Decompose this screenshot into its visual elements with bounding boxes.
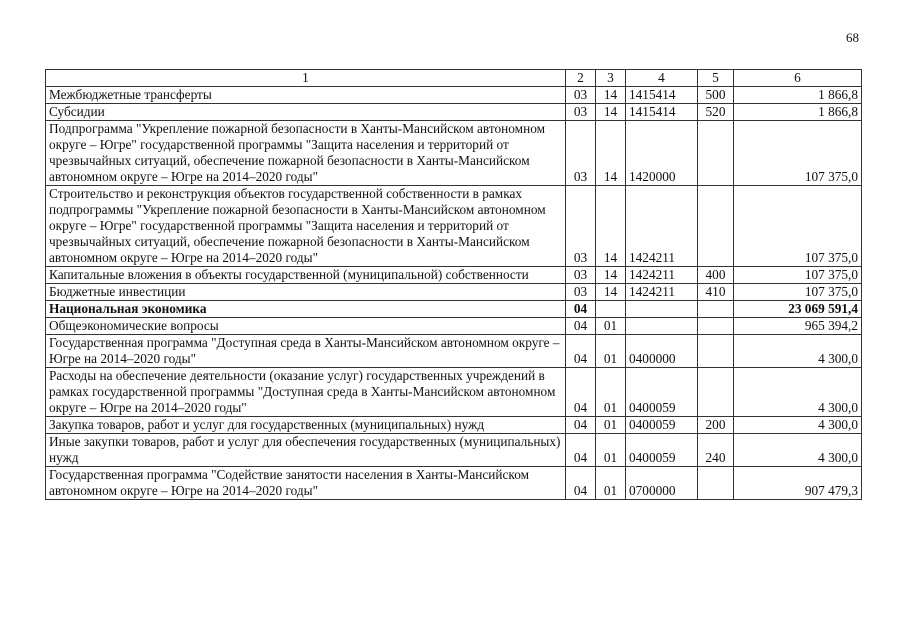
column-header: 4 (626, 70, 698, 87)
table-row (46, 318, 862, 335)
column-header: 3 (596, 70, 626, 87)
row-section: 03 (566, 284, 596, 301)
row-target-code: 1420000 (626, 121, 698, 186)
table-row (46, 417, 862, 434)
row-target-code: 0400000 (626, 335, 698, 368)
row-subsection: 01 (596, 335, 626, 368)
row-section: 04 (566, 417, 596, 434)
table-row-section-total (46, 301, 862, 318)
row-section: 03 (566, 186, 596, 267)
row-amount: 907 479,3 (734, 467, 862, 500)
row-amount: 23 069 591,4 (734, 301, 862, 318)
row-target-code: 1424211 (626, 267, 698, 284)
row-target-code: 1424211 (626, 284, 698, 301)
row-subsection: 01 (596, 417, 626, 434)
row-expense-type: 240 (698, 434, 734, 467)
table-row (46, 87, 862, 104)
row-amount: 4 300,0 (734, 335, 862, 368)
row-expense-type (698, 335, 734, 368)
row-subsection: 01 (596, 434, 626, 467)
row-section: 04 (566, 434, 596, 467)
table-row (46, 335, 862, 368)
table-row (46, 434, 862, 467)
row-amount: 4 300,0 (734, 368, 862, 417)
row-section: 04 (566, 301, 596, 318)
table-row (46, 284, 862, 301)
row-subsection: 01 (596, 318, 626, 335)
row-expense-type (698, 467, 734, 500)
row-section: 04 (566, 318, 596, 335)
row-subsection: 14 (596, 284, 626, 301)
row-expense-type (698, 368, 734, 417)
row-subsection: 01 (596, 467, 626, 500)
row-amount: 4 300,0 (734, 434, 862, 467)
table-row (46, 186, 862, 267)
row-subsection: 14 (596, 104, 626, 121)
row-name: Общеэкономические вопросы (46, 318, 566, 335)
row-subsection: 14 (596, 87, 626, 104)
row-amount: 4 300,0 (734, 417, 862, 434)
row-section: 03 (566, 104, 596, 121)
row-target-code (626, 301, 698, 318)
row-subsection: 01 (596, 368, 626, 417)
page-number: 68 (846, 30, 859, 45)
table-row (46, 368, 862, 417)
column-header: 6 (734, 70, 862, 87)
row-name: Государственная программа "Доступная среда в Ханты-Мансийском автономном округе – Югре на 2014–2020 годы" (46, 335, 566, 368)
budget-table (45, 69, 862, 500)
row-expense-type (698, 121, 734, 186)
row-target-code: 0400059 (626, 368, 698, 417)
row-subsection: 14 (596, 186, 626, 267)
column-header: 5 (698, 70, 734, 87)
row-amount: 107 375,0 (734, 186, 862, 267)
row-name: Государственная программа "Содействие занятости населения в Ханты-Мансийском автономном округе – Югре на 2014–2020 годы" (46, 467, 566, 500)
table-row (46, 121, 862, 186)
row-section: 03 (566, 87, 596, 104)
row-target-code: 1415414 (626, 104, 698, 121)
row-amount: 1 866,8 (734, 87, 862, 104)
table-header-row (46, 70, 862, 87)
table-row (46, 467, 862, 500)
row-name: Национальная экономика (46, 301, 566, 318)
row-amount: 1 866,8 (734, 104, 862, 121)
row-name: Межбюджетные трансферты (46, 87, 566, 104)
row-name: Подпрограмма "Укрепление пожарной безопасности в Ханты-Мансийском автономном округе – Югре" государственной программы "Защита населения и территорий от чрезвычайных ситуаций, обеспечение пожарной безопасности в Ханты-Мансийском автономном округе – Югре на 2014–2020 годы" (46, 121, 566, 186)
row-name: Закупка товаров, работ и услуг для государственных (муниципальных) нужд (46, 417, 566, 434)
column-header: 1 (46, 70, 566, 87)
row-subsection: 14 (596, 121, 626, 186)
row-expense-type: 400 (698, 267, 734, 284)
row-amount: 107 375,0 (734, 121, 862, 186)
row-expense-type: 410 (698, 284, 734, 301)
row-target-code: 1424211 (626, 186, 698, 267)
row-target-code: 1415414 (626, 87, 698, 104)
row-name: Капитальные вложения в объекты государственной (муниципальной) собственности (46, 267, 566, 284)
row-section: 04 (566, 335, 596, 368)
row-target-code: 0400059 (626, 434, 698, 467)
row-section: 04 (566, 368, 596, 417)
row-expense-type (698, 301, 734, 318)
row-expense-type: 200 (698, 417, 734, 434)
table-row (46, 104, 862, 121)
row-name: Бюджетные инвестиции (46, 284, 566, 301)
row-expense-type: 500 (698, 87, 734, 104)
row-amount: 107 375,0 (734, 284, 862, 301)
row-target-code (626, 318, 698, 335)
row-amount: 107 375,0 (734, 267, 862, 284)
row-section: 03 (566, 121, 596, 186)
row-subsection: 14 (596, 267, 626, 284)
row-expense-type (698, 318, 734, 335)
row-name: Иные закупки товаров, работ и услуг для обеспечения государственных (муниципальных) нужд (46, 434, 566, 467)
row-section: 04 (566, 467, 596, 500)
row-name: Расходы на обеспечение деятельности (оказание услуг) государственных учреждений в рамках государственной программы "Доступная среда в Ханты-Мансийском автономном округе – Югре на 2014–2020 годы" (46, 368, 566, 417)
row-expense-type (698, 186, 734, 267)
row-name: Строительство и реконструкция объектов государственной собственности в рамках подпрограммы "Укрепление пожарной безопасности в Ханты-Мансийском автономном округе – Югре" государственной программы "Защита населения и территорий от чрезвычайных ситуаций, обеспечение пожарной безопасности в Ханты-Мансийском автономном округе – Югре на 2014–2020 годы" (46, 186, 566, 267)
row-subsection (596, 301, 626, 318)
row-target-code: 0700000 (626, 467, 698, 500)
row-name: Субсидии (46, 104, 566, 121)
row-section: 03 (566, 267, 596, 284)
row-target-code: 0400059 (626, 417, 698, 434)
table-row (46, 267, 862, 284)
column-header: 2 (566, 70, 596, 87)
row-expense-type: 520 (698, 104, 734, 121)
row-amount: 965 394,2 (734, 318, 862, 335)
